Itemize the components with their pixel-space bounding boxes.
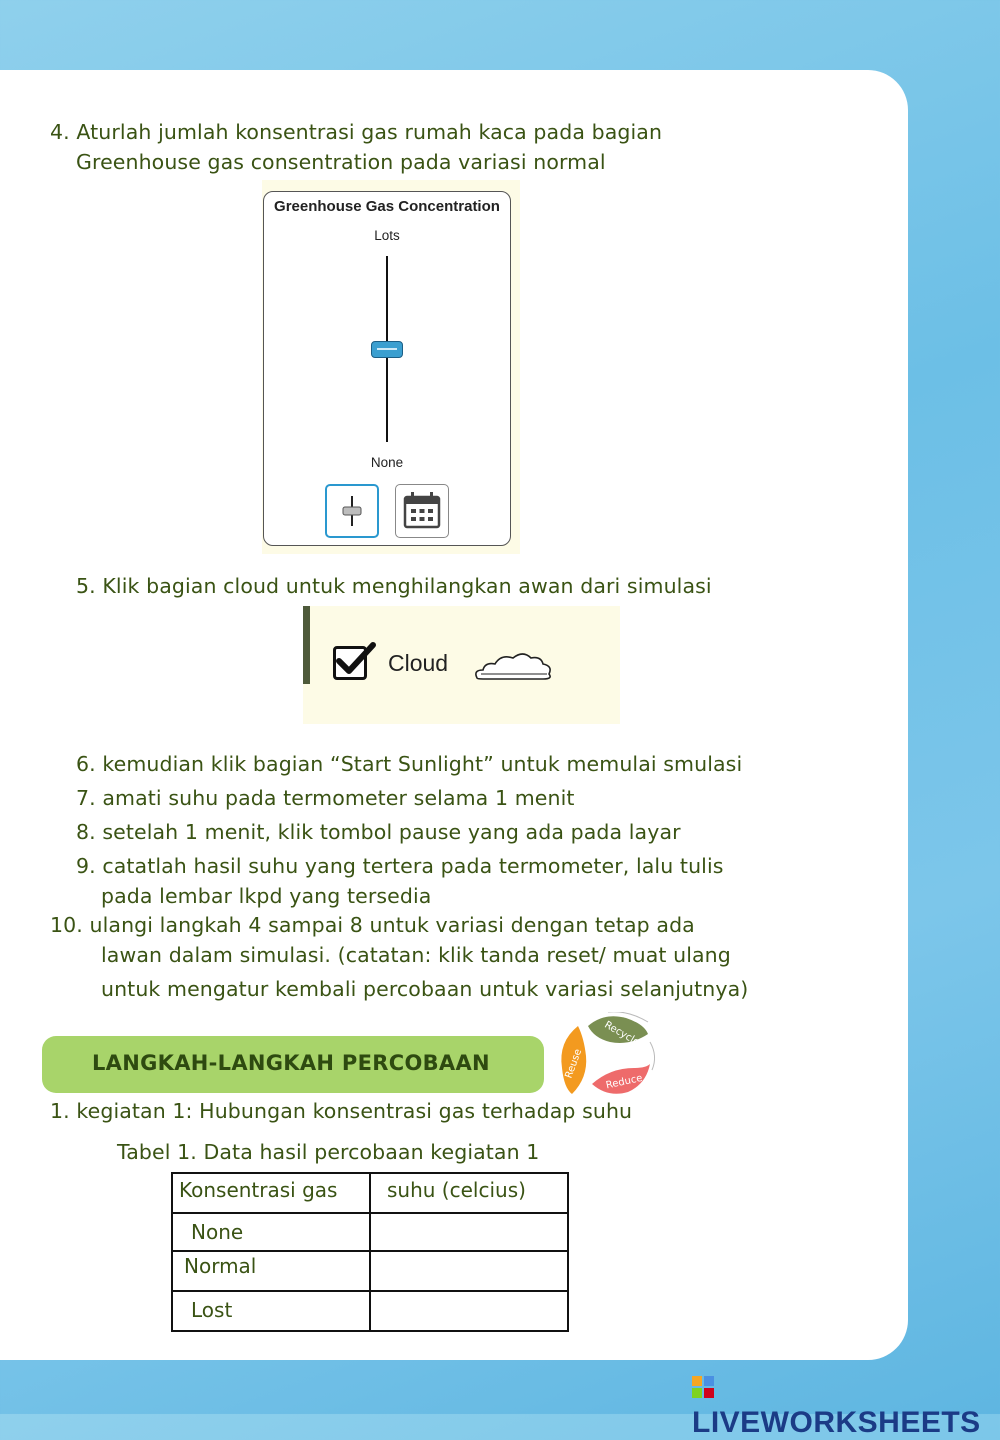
table-cell-concentration: None [191, 1220, 244, 1244]
cloud-panel [303, 606, 620, 724]
greenhouse-panel-title: Greenhouse Gas Concentration [274, 198, 500, 215]
slider-icon [327, 486, 377, 536]
leaf-label-reduce: Reduce [605, 1072, 644, 1092]
cloud-label: Cloud [388, 650, 449, 676]
step-8: 8. setelah 1 menit, klik tombol pause yang ada pada layar [76, 820, 681, 844]
table-row [172, 1291, 568, 1331]
table-header-row [172, 1173, 568, 1213]
leaf-label-reuse: Reuse [563, 1047, 585, 1080]
table-cell-temperature-input[interactable] [370, 1291, 568, 1331]
table-row [172, 1251, 568, 1291]
slider-mode-button[interactable] [325, 484, 379, 538]
slider-thumb[interactable] [371, 341, 403, 358]
table-header-concentration: Konsentrasi gas [179, 1178, 338, 1202]
step-6: 6. kemudian klik bagian “Start Sunlight” untuk memulai smulasi [76, 752, 743, 776]
data-table [171, 1172, 569, 1332]
section-banner [42, 1036, 544, 1093]
liveworksheets-logo-text: LIVEWORKSHEETS [692, 1406, 981, 1439]
table-cell-temperature-input[interactable] [370, 1251, 568, 1291]
timeline-mode-button[interactable] [395, 484, 449, 538]
step-9-line-1: 9. catatlah hasil suhu yang tertera pada termometer, lalu tulis [76, 854, 724, 878]
recycle-leaves-icon [548, 1012, 660, 1102]
checkmark-icon [333, 639, 377, 679]
step-9-line-2: pada lembar lkpd yang tersedia [101, 884, 432, 908]
section-banner-title: LANGKAH-LANGKAH PERCOBAAN [92, 1051, 490, 1075]
table-header-temperature: suhu (celcius) [387, 1178, 526, 1202]
liveworksheets-logo[interactable] [692, 1372, 1000, 1440]
cloud-checkbox[interactable] [333, 646, 367, 680]
slider-top-label: Lots [374, 228, 400, 243]
leaf-label-recycle: Recycle [602, 1019, 642, 1049]
step-4-line-2: Greenhouse gas consentration pada variasi normal [76, 150, 606, 174]
step-10-line-3: untuk mengatur kembali percobaan untuk variasi selanjutnya) [101, 977, 749, 1001]
calendar-icon [396, 485, 448, 537]
step-4-line-1: 4. Aturlah jumlah konsentrasi gas rumah kaca pada bagian [50, 120, 663, 144]
cloud-icon [473, 648, 555, 682]
table-cell-temperature-input[interactable] [370, 1213, 568, 1251]
step-10-line-2: lawan dalam simulasi. (catatan: klik tanda reset/ muat ulang [101, 943, 731, 967]
table-cell-concentration: Normal [184, 1254, 257, 1278]
greenhouse-gas-panel [263, 191, 511, 546]
panel-edge-bar [303, 606, 310, 684]
step-5: 5. Klik bagian cloud untuk menghilangkan awan dari simulasi [76, 574, 712, 598]
step-7: 7. amati suhu pada termometer selama 1 menit [76, 786, 575, 810]
table-row [172, 1213, 568, 1251]
liveworksheets-logo-icon [692, 1376, 714, 1398]
slider-bottom-label: None [370, 455, 404, 470]
activity-1-heading: 1. kegiatan 1: Hubungan konsentrasi gas terhadap suhu [50, 1099, 633, 1123]
table-caption: Tabel 1. Data hasil percobaan kegiatan 1 [117, 1140, 540, 1164]
table-cell-concentration: Lost [191, 1298, 233, 1322]
step-10-line-1: 10. ulangi langkah 4 sampai 8 untuk variasi dengan tetap ada [50, 913, 695, 937]
